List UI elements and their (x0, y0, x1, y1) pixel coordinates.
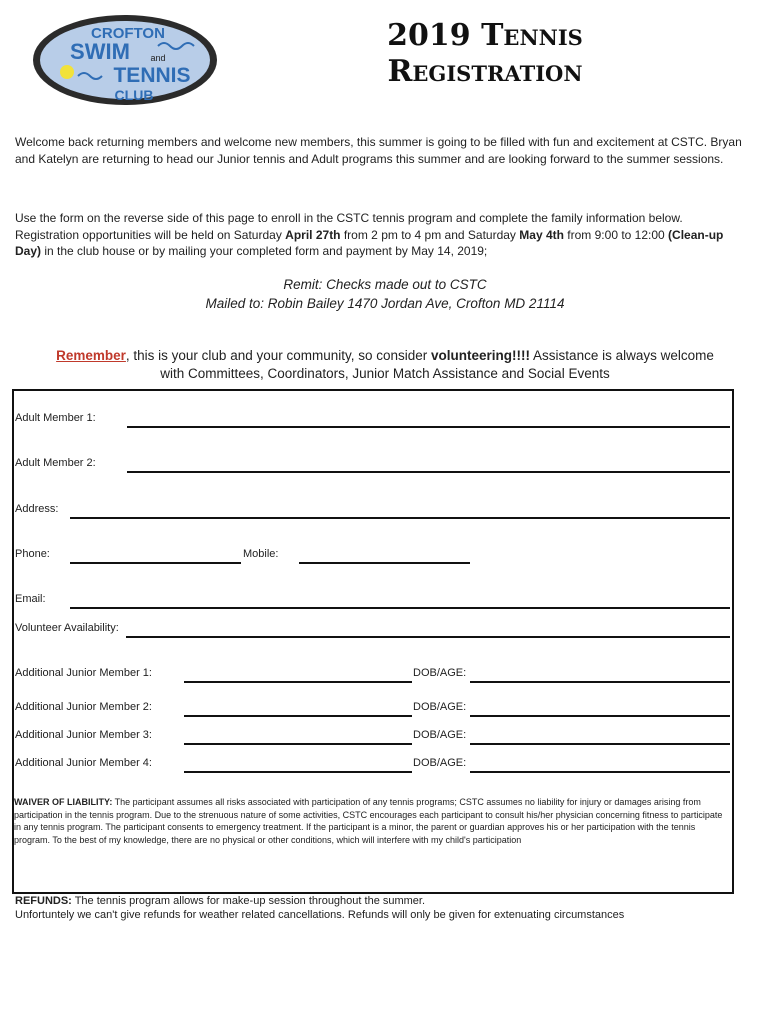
address-field[interactable] (70, 517, 730, 519)
address-label: Address: (15, 503, 59, 515)
refunds-line2: Unfortuntely we can't give refunds for weather related cancellations. Refunds will only be given for extenuating circumstances (15, 909, 625, 921)
junior-3-dob-label: DOB/AGE: (413, 729, 467, 741)
junior-member-2-field[interactable] (184, 715, 412, 717)
junior-member-3-label: Additional Junior Member 3: (15, 729, 152, 741)
title-line2: Registration (387, 54, 583, 89)
remit-line1: Remit: Checks made out to CSTC (283, 277, 487, 292)
phone-label: Phone: (15, 548, 50, 560)
volunteer-availability-label: Volunteer Availability: (15, 622, 119, 634)
logo-graphic (30, 12, 220, 108)
junior-member-4-label: Additional Junior Member 4: (15, 757, 152, 769)
junior-member-4-field[interactable] (184, 771, 412, 773)
phone-field[interactable] (70, 562, 241, 564)
mobile-label: Mobile: (243, 548, 279, 560)
logo-line3: TENNIS (113, 64, 191, 87)
adult-member-2-label: Adult Member 2: (15, 457, 96, 469)
waiver-text: The participant assumes all risks associated with participation of any tennis programs; CSTC assumes no liability for injury or damages arising from participation in the tennis program. Due to the strenuous nature of some activities, CSTC encourages each participant to consult his/her physician concerning fitness to participate in any tennis program. The participant consents to emergency treatment. If the participant is a minor, the parent or guardian approves his or her participation with the tennis program. To the best of my knowledge, there are no physical or other conditions, which will interfere with my child's participation (14, 797, 723, 845)
remit-line2: Mailed to: Robin Bailey 1470 Jordan Ave, Crofton MD 21114 (205, 296, 565, 311)
refunds-text: The tennis program allows for make-up session throughout the summer. (71, 895, 426, 907)
page-title (330, 18, 640, 90)
logo-and: and (150, 53, 166, 63)
logo-line2: SWIM (70, 39, 130, 64)
adult-member-2-field[interactable] (127, 471, 730, 473)
p2-text-a: Use the form on the reverse side of this page to enroll in the CSTC tennis program and complete the family information below. Registration opportunities will be held on Saturday (15, 211, 683, 242)
date-may: May 4th (519, 227, 564, 242)
remember-text-b: Assistance is always welcome (530, 348, 714, 363)
refunds-block (15, 894, 755, 922)
junior-4-dob-field[interactable] (470, 771, 730, 773)
cleanup-day: (Clean-up Day) (15, 227, 724, 258)
adult-member-1-label: Adult Member 1: (15, 412, 96, 424)
p2-text-e: from 9:00 to 12:00 (563, 227, 669, 242)
junior-1-dob-field[interactable] (470, 681, 730, 683)
logo-line4: CLUB (114, 87, 154, 103)
remember-line2: with Committees, Coordinators, Junior Match Assistance and Social Events (160, 366, 610, 381)
junior-3-dob-field[interactable] (470, 743, 730, 745)
remember-block (0, 347, 770, 383)
junior-member-1-field[interactable] (184, 681, 412, 683)
mobile-field[interactable] (299, 562, 470, 564)
volunteer-availability-field[interactable] (126, 636, 730, 638)
waiver-heading: WAIVER OF LIABILITY: (14, 797, 113, 807)
logo-line1: CROFTON (91, 25, 165, 42)
p2-text-c: from 2 pm to 4 pm and Saturday (340, 227, 520, 242)
remember-word: Remember (56, 348, 126, 363)
waiver-of-liability (14, 796, 726, 846)
remember-text-a: , this is your club and your community, so consider (125, 348, 432, 363)
email-field[interactable] (70, 607, 730, 609)
junior-member-3-field[interactable] (184, 743, 412, 745)
intro-paragraph-1: Welcome back returning members and welcome new members, this summer is going to be filled with fun and excitement at CSTC. Bryan and Katelyn are returning to head our Junior tennis and Adult programs this summer and are looking forward to the summer sessions. (15, 135, 742, 166)
intro-paragraph-2 (15, 210, 750, 260)
date-april: April 27th (285, 227, 341, 242)
junior-member-2-label: Additional Junior Member 2: (15, 701, 152, 713)
junior-2-dob-field[interactable] (470, 715, 730, 717)
p2-text-g: in the club house or by mailing your completed form and payment by May 14, 2019; (41, 244, 488, 258)
club-logo (30, 12, 220, 108)
volunteering-word: volunteering!!!! (431, 348, 531, 363)
junior-1-dob-label: DOB/AGE: (413, 667, 467, 679)
junior-member-1-label: Additional Junior Member 1: (15, 667, 152, 679)
junior-4-dob-label: DOB/AGE: (413, 757, 467, 769)
refunds-heading: REFUNDS: (15, 895, 72, 907)
adult-member-1-field[interactable] (127, 426, 730, 428)
junior-2-dob-label: DOB/AGE: (413, 701, 467, 713)
title-line1: 2019 Tennis (387, 18, 583, 53)
remit-block (0, 275, 770, 313)
email-label: Email: (15, 593, 46, 605)
